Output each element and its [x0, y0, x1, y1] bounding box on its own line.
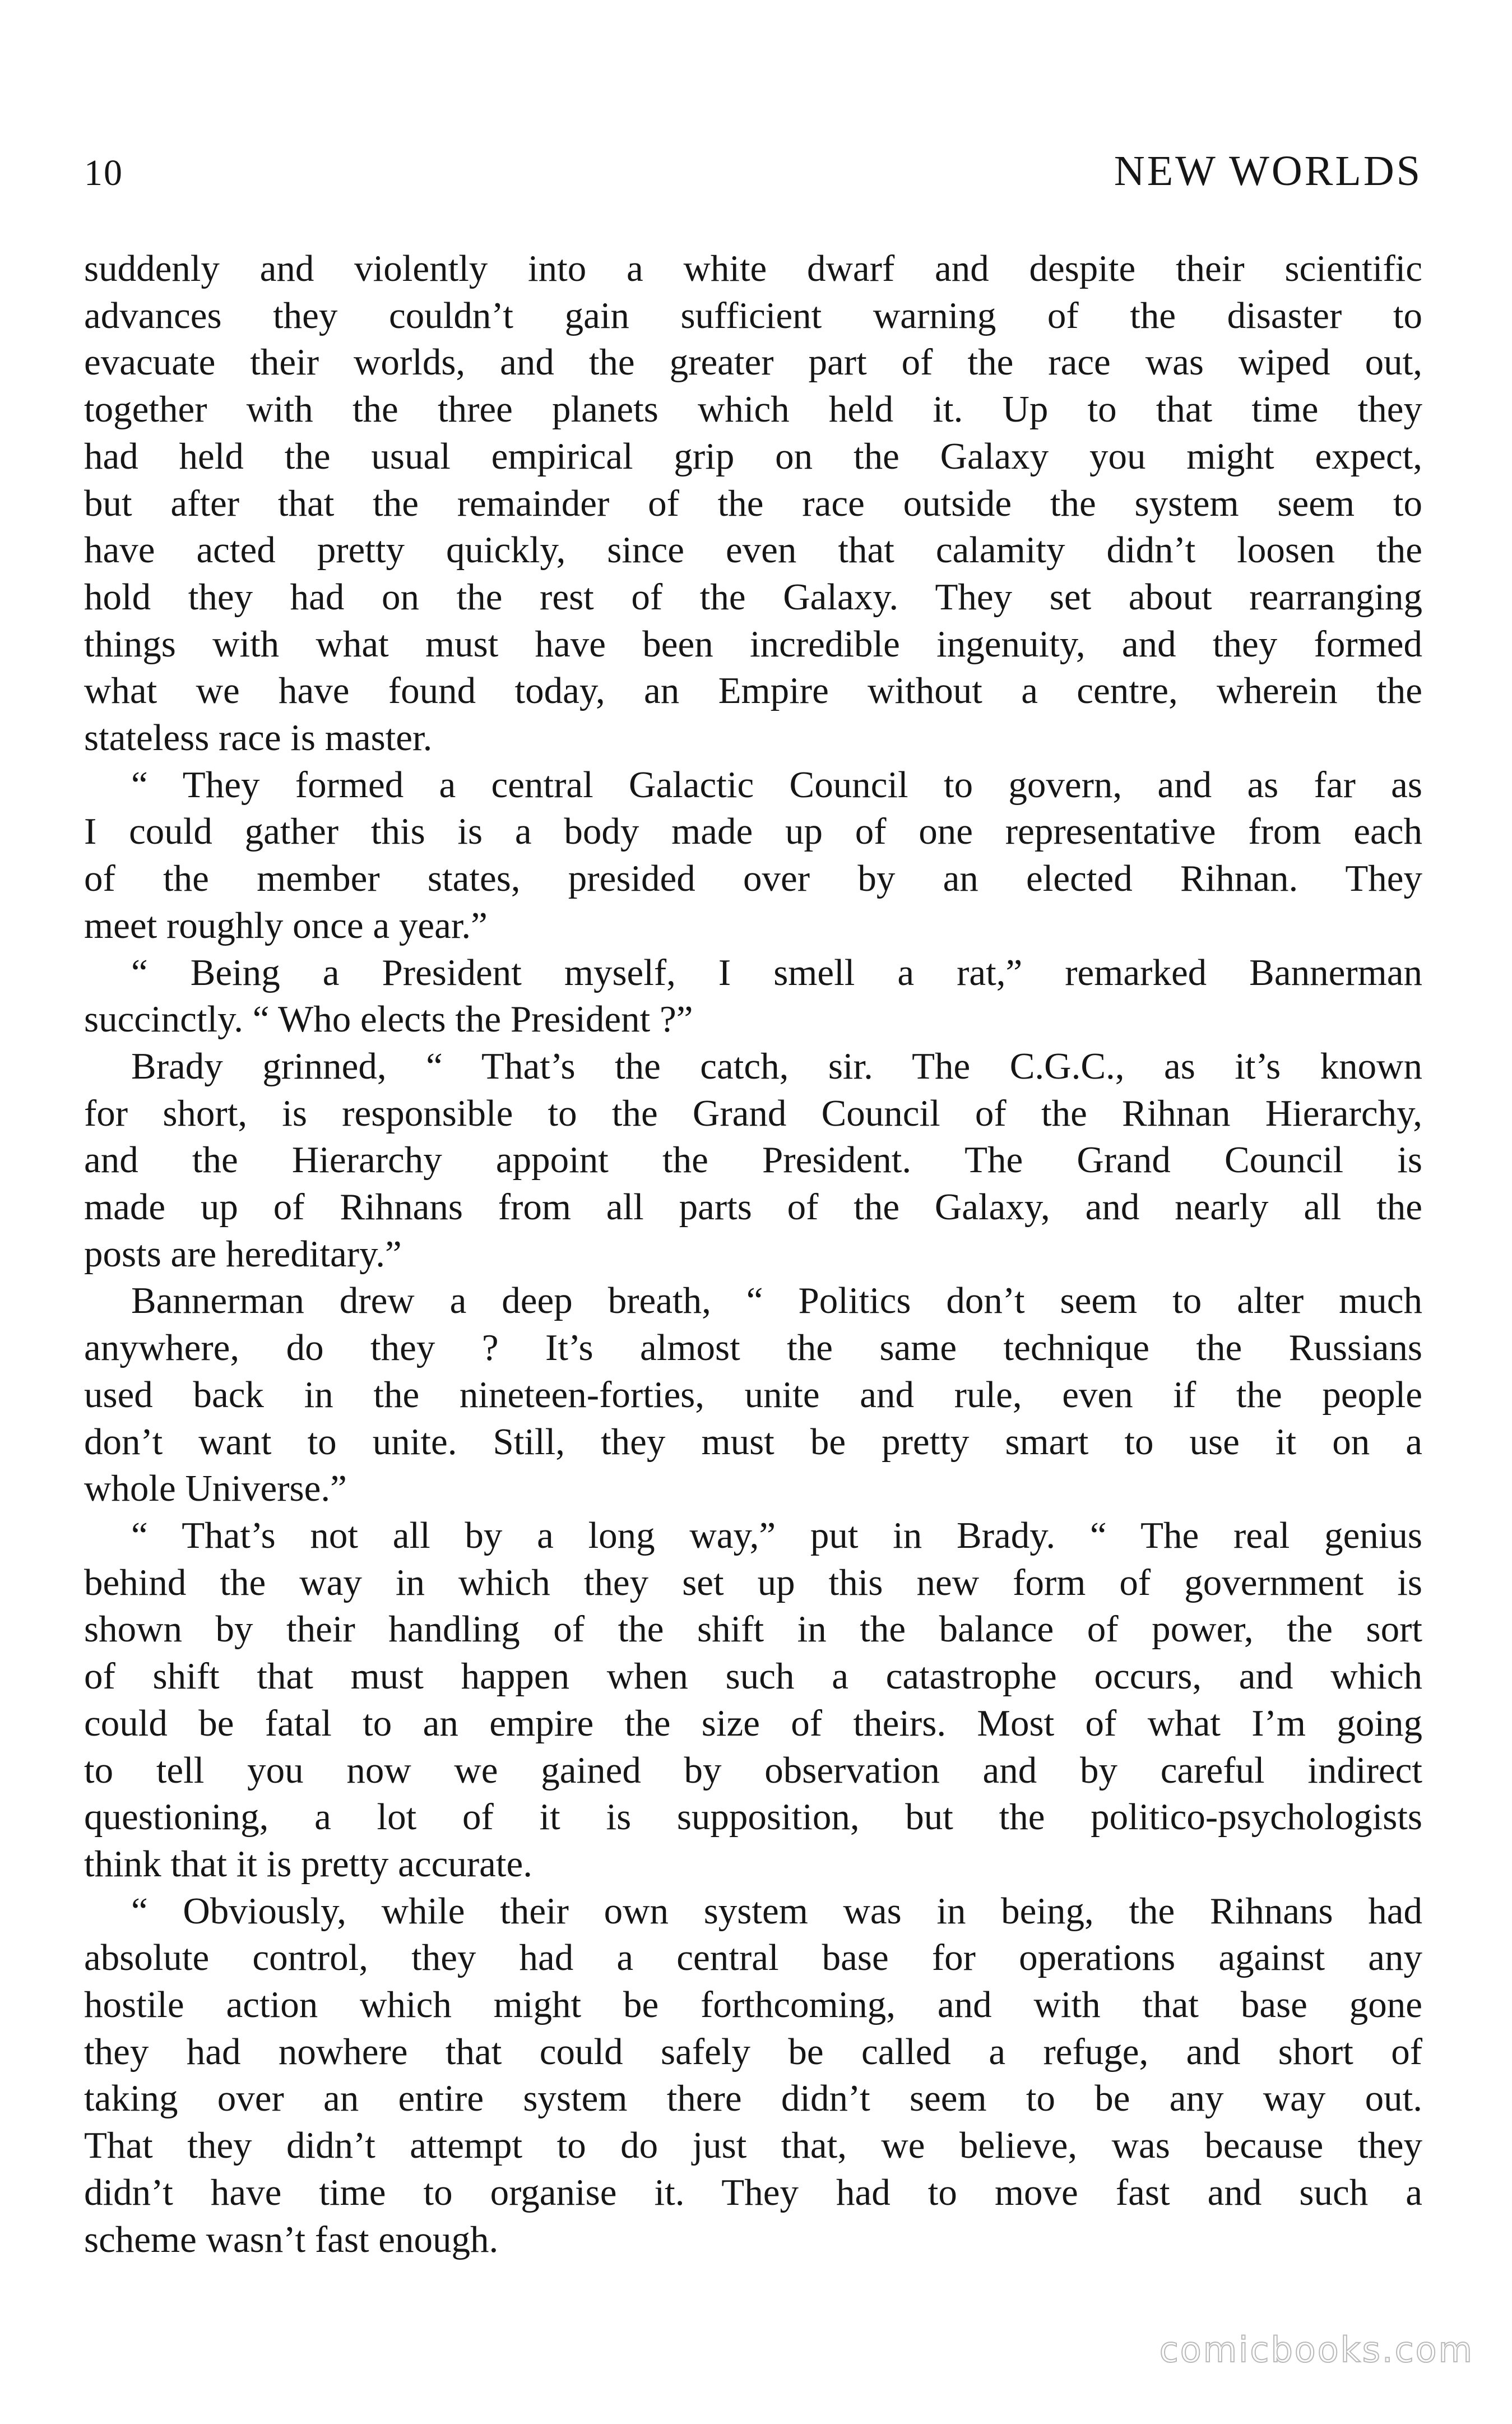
text-line: things with what must have been incredible ingenuity, and they formed	[84, 623, 1422, 665]
text-line: scheme wasn’t fast enough.	[84, 2218, 499, 2260]
text-line: “ They formed a central Galactic Council to govern, and as far as	[131, 764, 1422, 806]
text-line: whole Universe.”	[84, 1468, 347, 1510]
paragraph-4	[84, 1043, 1422, 1278]
text-line: evacuate their worlds, and the greater part of the race was wiped out,	[84, 341, 1422, 383]
running-head	[84, 147, 1422, 203]
text-line: think that it is pretty accurate.	[84, 1843, 533, 1885]
text-line: made up of Rihnans from all parts of the Galaxy, and nearly all the	[84, 1186, 1422, 1228]
page-number: 10	[84, 152, 123, 193]
body-text	[84, 246, 1422, 2263]
text-line: shown by their handling of the shift in the balance of power, the sort	[84, 1608, 1422, 1650]
text-line: behind the way in which they set up this new form of government is	[84, 1561, 1422, 1603]
text-line: of the member states, presided over by an elected Rihnan. They	[84, 858, 1422, 900]
paragraph-5	[84, 1278, 1422, 1512]
text-line: stateless race is master.	[84, 717, 433, 759]
text-line: of shift that must happen when such a catastrophe occurs, and which	[84, 1655, 1422, 1697]
text-line: to tell you now we gained by observation and by careful indirect	[84, 1749, 1422, 1791]
text-line: taking over an entire system there didn’t seem to be any way out.	[84, 2078, 1422, 2120]
text-line: Bannerman drew a deep breath, “ Politics don’t seem to alter much	[131, 1280, 1422, 1322]
text-line: together with the three planets which held it. Up to that time they	[84, 388, 1422, 431]
text-line: didn’t have time to organise it. They had to move fast and such a	[84, 2171, 1422, 2213]
text-line: advances they couldn’t gain sufficient warning of the disaster to	[84, 294, 1422, 336]
text-line: suddenly and violently into a white dwarf and despite their scientific	[84, 248, 1422, 289]
text-line: don’t want to unite. Still, they must be pretty smart to use it on a	[84, 1421, 1422, 1463]
paragraph-3	[84, 950, 1422, 1043]
text-line: but after that the remainder of the race outside the system seem to	[84, 482, 1422, 524]
text-line: could be fatal to an empire the size of theirs. Most of what I’m going	[84, 1702, 1422, 1744]
text-line: That they didn’t attempt to do just that, we believe, was because they	[84, 2125, 1422, 2167]
text-line: hold they had on the rest of the Galaxy. They set about rearranging	[84, 576, 1422, 618]
text-line: Brady grinned, “ That’s the catch, sir. The C.G.C., as it’s known	[131, 1045, 1422, 1087]
text-line: for short, is responsible to the Grand Council of the Rihnan Hierarchy,	[84, 1092, 1422, 1134]
text-line: questioning, a lot of it is supposition, but the politico-psychologists	[84, 1796, 1422, 1838]
text-line: “ That’s not all by a long way,” put in Brady. “ The real genius	[131, 1514, 1422, 1556]
text-line: posts are hereditary.”	[84, 1233, 402, 1275]
text-line: succinctly. “ Who elects the President ?”	[84, 998, 693, 1040]
text-line: meet roughly once a year.”	[84, 904, 488, 946]
text-line: “ Being a President myself, I smell a rat,” remarked Bannerman	[131, 951, 1422, 993]
paragraph-6	[84, 1512, 1422, 1888]
watermark: comicbooks.com	[1159, 2329, 1474, 2370]
text-line: have acted pretty quickly, since even that calamity didn’t loosen the	[84, 529, 1422, 571]
paragraph-7	[84, 1888, 1422, 2264]
text-line: used back in the nineteen-forties, unite and rule, even if the people	[84, 1373, 1422, 1415]
paragraph-2	[84, 762, 1422, 950]
text-line: “ Obviously, while their own system was in being, the Rihnans had	[131, 1890, 1422, 1932]
text-line: and the Hierarchy appoint the President. The Grand Council is	[84, 1139, 1422, 1181]
paragraph-1	[84, 246, 1422, 762]
text-line: had held the usual empirical grip on the Galaxy you might expect,	[84, 435, 1422, 477]
text-line: they had nowhere that could safely be called a refuge, and short of	[84, 2030, 1422, 2073]
running-title: NEW WORLDS	[1114, 147, 1422, 195]
text-line: I could gather this is a body made up of one representative from each	[84, 811, 1422, 853]
text-line: what we have found today, an Empire without a centre, wherein the	[84, 670, 1422, 712]
text-line: hostile action which might be forthcoming, and with that base gone	[84, 1984, 1422, 2026]
text-line: anywhere, do they ? It’s almost the same technique the Russians	[84, 1327, 1422, 1369]
text-line: absolute control, they had a central base for operations against any	[84, 1937, 1422, 1979]
